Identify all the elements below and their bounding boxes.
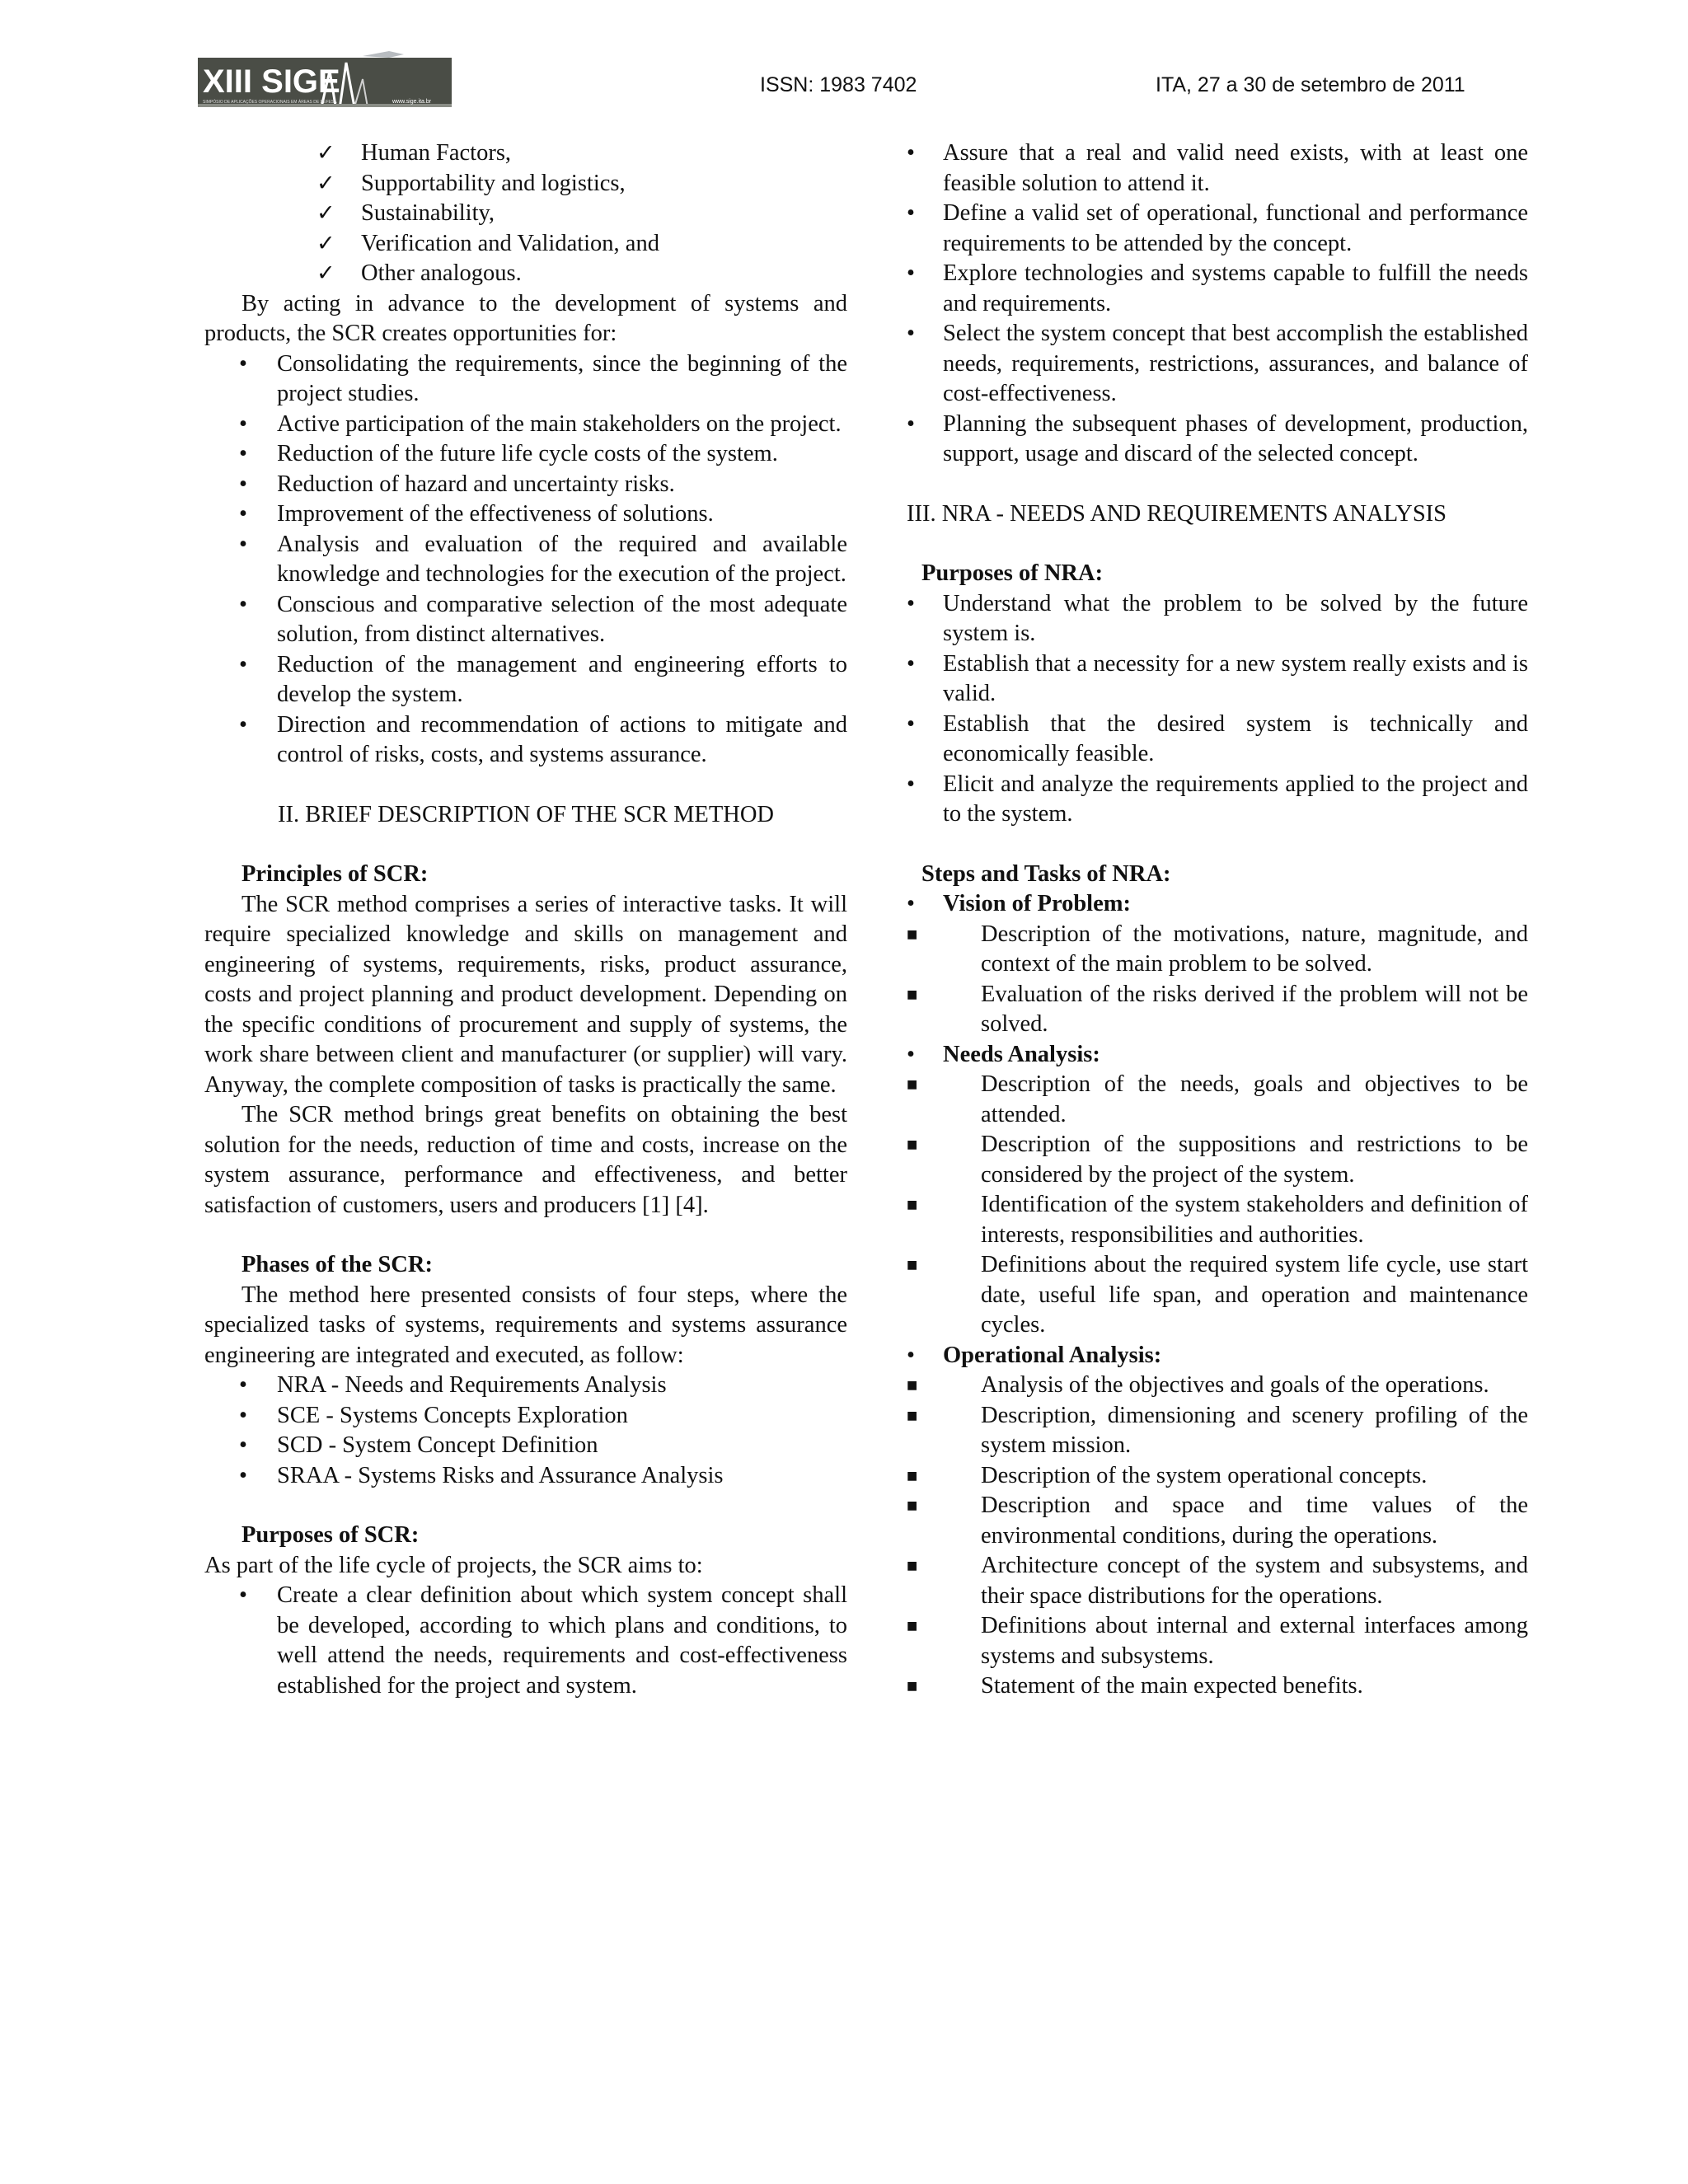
step-title: Needs Analysis:	[943, 1041, 1100, 1067]
square-bullet-icon: ■	[907, 927, 918, 941]
list-item: • Explore technologies and systems capable to fulfill the needs and requirements.	[907, 260, 1528, 316]
bullet-icon: •	[239, 591, 247, 617]
conference-date-location: ITA, 27 a 30 de setembro de 2011	[1156, 73, 1465, 96]
square-bullet-icon: ■	[907, 1559, 918, 1572]
purposes-list	[204, 1581, 847, 1701]
intro-paragraph: By acting in advance to the development of systems and products, the SCR creates opportunities for:	[204, 290, 847, 346]
section-heading: III. NRA - NEEDS AND REQUIREMENTS ANALYSIS	[907, 500, 1447, 527]
square-bullet-icon: ■	[907, 1078, 918, 1091]
bullet-icon: •	[907, 140, 915, 166]
bullet-icon: •	[907, 321, 915, 346]
bullet-icon: •	[907, 650, 915, 677]
list-item: ■ Description of the needs, goals and objectives to be attended.	[907, 1071, 1528, 1127]
square-bullet-icon: ■	[907, 1198, 918, 1212]
subsection-heading: Steps and Tasks of NRA:	[921, 860, 1171, 887]
list-item: • Planning the subsequent phases of development, production, support, usage and discard of the selected concept.	[907, 410, 1528, 466]
list-item: • Establish that a necessity for a new system really exists and is valid.	[907, 650, 1528, 706]
subsection-heading: Purposes of SCR:	[241, 1522, 420, 1548]
checkmark-icon: ✓	[316, 260, 335, 286]
bullet-icon: •	[239, 350, 247, 377]
square-bullet-icon: ■	[907, 1408, 918, 1422]
paragraph: The SCR method comprises a series of interactive tasks. It will require specialized knowledge and skills on management and engineering of systems, requirements, risks, product assurance, costs and project planning and product development. Depending on the specific conditions of procurement and supply of systems, the work share between client and manufacturer (or supplier) will vary. Anyway, the complete composition of tasks is practically the same.	[204, 891, 847, 1098]
subsection-heading: Principles of SCR:	[241, 861, 429, 887]
bullet-icon: •	[239, 1462, 247, 1488]
square-bullet-icon: ■	[907, 1680, 918, 1693]
list-item: • SCE - Systems Concepts Exploration	[204, 1401, 847, 1432]
list-item: • Active participation of the main stakeholders on the project.	[204, 410, 847, 440]
list-item: • Consolidating the requirements, since the beginning of the project studies.	[239, 350, 847, 406]
checkmark-icon: ✓	[316, 170, 335, 196]
list-item	[907, 1040, 1528, 1341]
bullet-icon: •	[239, 531, 247, 557]
bullet-icon: •	[907, 590, 915, 616]
bullet-icon: •	[907, 260, 915, 286]
needs-sublist	[907, 1070, 1528, 1341]
logo-text: XIII SIGE	[203, 63, 340, 100]
list-item: ■ Analysis of the objectives and goals of the operations.	[907, 1371, 1528, 1401]
list-item: ✓ Sustainability,	[204, 199, 847, 229]
issn-label: ISSN: 1983 7402	[760, 73, 917, 96]
bullet-icon: •	[239, 1582, 247, 1608]
purposes-continued-list	[907, 138, 1528, 470]
square-bullet-icon: ■	[907, 1138, 918, 1151]
bullet-icon: •	[907, 1041, 915, 1067]
step-title: Vision of Problem:	[943, 891, 1131, 916]
list-item: ■ Description of the suppositions and restrictions to be considered by the project of the system.	[907, 1132, 1528, 1188]
list-item: ■ Description, dimensioning and scenery profiling of the system mission.	[907, 1402, 1528, 1458]
steps-list	[907, 889, 1528, 1702]
paragraph: The method here presented consists of four steps, where the specialized tasks of systems, requirements and systems assurance engineering are integrated and executed, as follow:	[204, 1282, 847, 1368]
list-item: • Reduction of the management and engineering efforts to develop the system.	[239, 651, 847, 707]
list-item	[907, 889, 1528, 1040]
bullet-icon: •	[239, 1402, 247, 1428]
list-item: • Conscious and comparative selection of the most adequate solution, from distinct alternatives.	[239, 591, 847, 647]
list-item: ■ Identification of the system stakeholders and definition of interests, responsibilities and authorities.	[907, 1192, 1528, 1248]
list-item: • NRA - Needs and Requirements Analysis	[204, 1371, 847, 1401]
phases-list	[204, 1371, 847, 1491]
bullet-icon: •	[239, 441, 247, 466]
bullet-icon: •	[239, 651, 247, 677]
list-item: ✓ Verification and Validation, and	[204, 229, 847, 260]
step-title: Operational Analysis:	[943, 1342, 1162, 1368]
list-item: ■ Description of the system operational concepts.	[907, 1461, 1528, 1492]
list-item: • Analysis and evaluation of the required and available knowledge and technologies for the execution of the project.	[239, 531, 847, 587]
bullet-icon: •	[907, 891, 915, 916]
list-item: • Select the system concept that best accomplish the established needs, requirements, restrictions, assurances, and balance of cost-effectiveness.	[907, 321, 1528, 406]
square-bullet-icon: ■	[907, 1619, 918, 1633]
left-column	[204, 138, 847, 1701]
bullet-icon: •	[907, 710, 915, 737]
list-item: • Reduction of the future life cycle costs of the system.	[204, 439, 847, 470]
list-item: • Improvement of the effectiveness of solutions.	[204, 499, 847, 530]
subsection-heading: Phases of the SCR:	[241, 1252, 433, 1277]
checkmark-icon: ✓	[316, 230, 335, 256]
paragraph: The SCR method brings great benefits on obtaining the best solution for the needs, reduction of time and costs, increase on the system assurance, performance and effectiveness, and better satisfaction of customers, users and producers [1] [4].	[204, 1102, 847, 1218]
bullet-icon: •	[239, 471, 247, 497]
checks-list	[204, 138, 847, 289]
list-item: • Reduction of hazard and uncertainty risks.	[204, 470, 847, 500]
square-bullet-icon: ■	[907, 1499, 918, 1512]
list-item: • Elicit and analyze the requirements applied to the project and to the system.	[907, 771, 1528, 827]
bullet-icon: •	[239, 711, 247, 738]
bullet-icon: •	[239, 1372, 247, 1398]
list-item: ■ Evaluation of the risks derived if the problem will not be solved.	[907, 981, 1528, 1037]
list-item: ✓ Supportability and logistics,	[204, 169, 847, 199]
list-item: ■ Description and space and time values of the environmental conditions, during the operations.	[907, 1493, 1528, 1549]
bullet-icon: •	[907, 200, 915, 226]
logo-url: www.sige.ita.br	[392, 99, 432, 105]
subsection-heading: Purposes of NRA:	[921, 560, 1104, 586]
logo-subtext: SIMPÓSIO DE APLICAÇÕES OPERACIONAIS EM ÁREAS DE DEFESA	[203, 100, 337, 105]
square-bullet-icon: ■	[907, 1469, 918, 1483]
checkmark-icon: ✓	[316, 140, 335, 166]
list-item: ■ Definitions about the required system life cycle, use start date, useful life span, and operation and maintenance cycles.	[907, 1252, 1528, 1338]
list-item: • SCD - System Concept Definition	[204, 1431, 847, 1461]
list-item: • Create a clear definition about which system concept shall be developed, according to which plans and conditions, to well attend the needs, requirements and cost-effectiveness established for the project and system.	[239, 1582, 847, 1699]
list-item: ✓ Other analogous.	[204, 259, 847, 289]
bullet-icon: •	[907, 771, 915, 797]
nra-purposes-list	[907, 589, 1528, 830]
bullet-icon: •	[239, 1432, 247, 1458]
operational-sublist	[907, 1371, 1528, 1702]
list-item: ■ Definitions about internal and external interfaces among systems and subsystems.	[907, 1613, 1528, 1669]
list-item: ■ Architecture concept of the system and subsystems, and their space distributions for the operations.	[907, 1553, 1528, 1609]
square-bullet-icon: ■	[907, 987, 918, 1001]
list-item: • Understand what the problem to be solved by the future system is.	[907, 590, 1528, 646]
list-item: ✓ Human Factors,	[204, 138, 847, 169]
square-bullet-icon: ■	[907, 1258, 918, 1272]
list-item: • Establish that the desired system is technically and economically feasible.	[907, 710, 1528, 766]
list-item: ■ Description of the motivations, nature, magnitude, and context of the main problem to be solved.	[907, 921, 1528, 977]
bullet-icon: •	[907, 1342, 915, 1368]
list-item: • SRAA - Systems Risks and Assurance Analysis	[204, 1461, 847, 1492]
list-item: • Assure that a real and valid need exists, with at least one feasible solution to attend it.	[907, 140, 1528, 196]
right-column	[907, 138, 1528, 1702]
list-item: • Direction and recommendation of actions to mitigate and control of risks, costs, and systems assurance.	[239, 711, 847, 767]
paragraph: As part of the life cycle of projects, the SCR aims to:	[204, 1552, 703, 1578]
list-item	[907, 1341, 1528, 1702]
bullet-icon: •	[239, 410, 247, 437]
list-item: • Define a valid set of operational, functional and performance requirements to be attended by the concept.	[907, 200, 1528, 256]
sige-logo	[198, 46, 452, 127]
list-item: ■ Statement of the main expected benefits.	[907, 1671, 1528, 1702]
opportunities-list	[204, 349, 847, 771]
bullet-icon: •	[239, 501, 247, 527]
checkmark-icon: ✓	[316, 200, 335, 226]
square-bullet-icon: ■	[907, 1379, 918, 1392]
vision-sublist	[907, 920, 1528, 1040]
section-heading: II. BRIEF DESCRIPTION OF THE SCR METHOD	[278, 801, 774, 827]
bullet-icon: •	[907, 410, 915, 437]
